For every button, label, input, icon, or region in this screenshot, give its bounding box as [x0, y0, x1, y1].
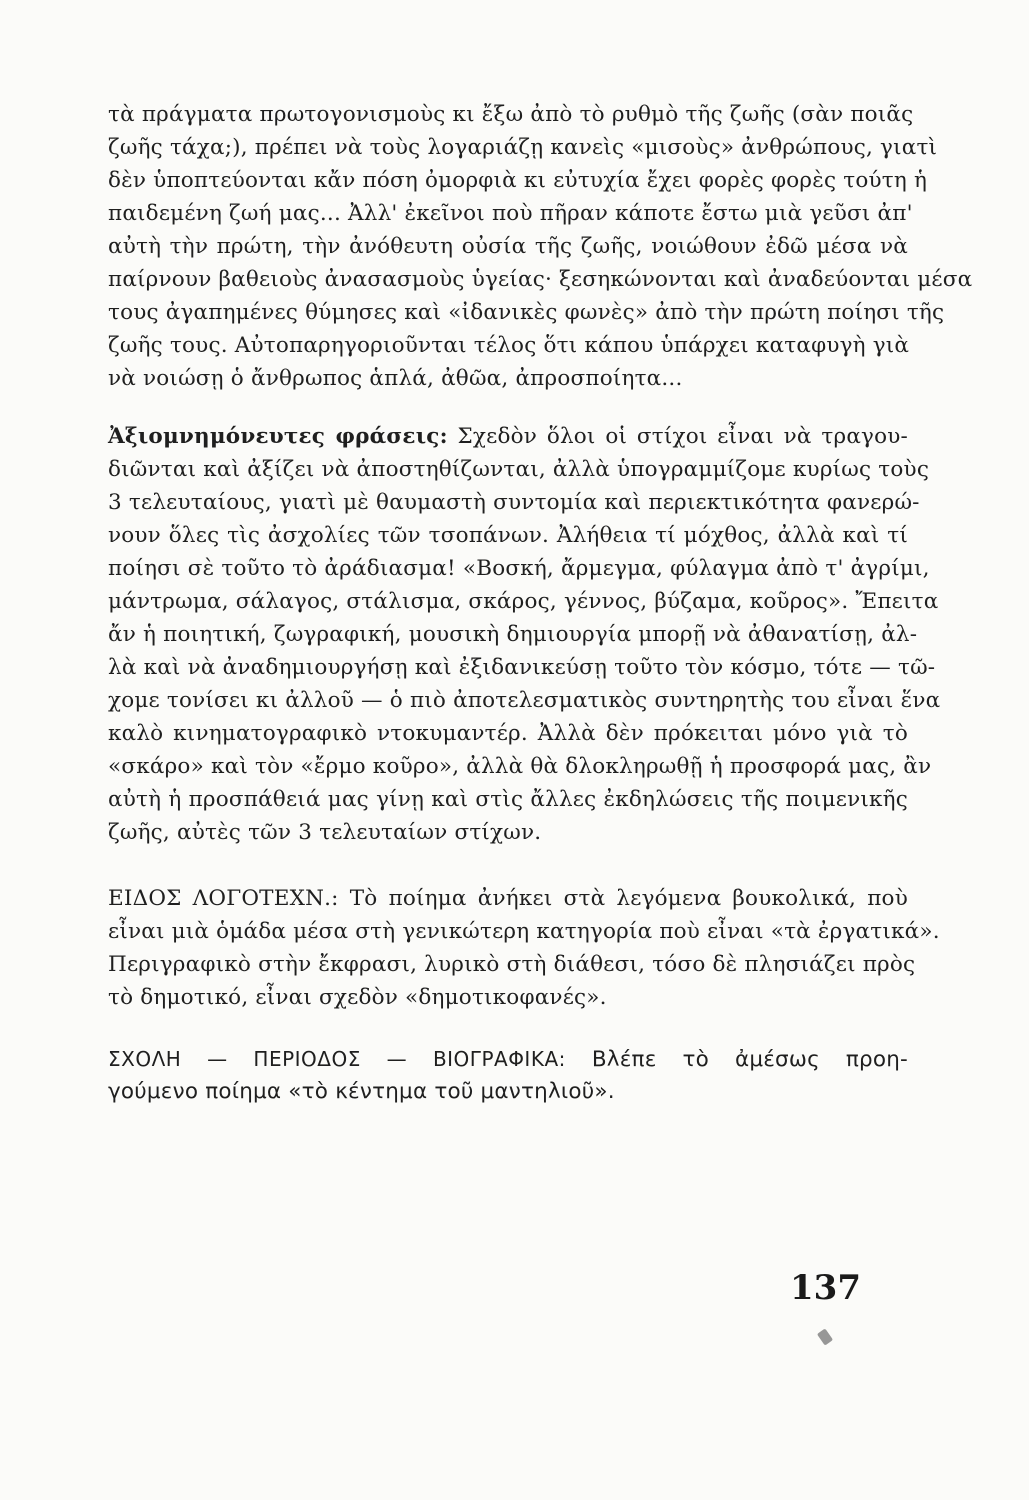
text-line: [108, 884, 908, 914]
text-line: παίρνουν βαθειοὺς ἀνασασμοὺς ὑγείας· ξεσηκώνονται καὶ ἀναδεύονται μέσα: [108, 267, 973, 292]
text-line: αὐτὴ ἡ προσπάθειά μας γίνῃ καὶ στὶς ἄλλες ἐκδηλώσεις τῆς ποιμενικῆς: [108, 787, 908, 812]
text-span: Βλέπε τὸ ἀμέσως προη-: [565, 1047, 908, 1072]
text-line: τους ἀγαπημένες θύμησες καὶ «ἰδανικὲς φωνὲς» ἀπὸ τὴν πρώτη ποίησι τῆς: [108, 300, 945, 325]
section-heading: ΣΧΟΛΗ — ΠΕΡΙΟΔΟΣ — ΒΙΟΓΡΑΦΙΚΑ:: [108, 1047, 566, 1071]
text-line: μάντρωμα, σάλαγος, στάλισμα, σκάρος, γέννος, βύζαμα, κοῦρος». Ἔπειτα: [108, 589, 939, 614]
text-line: ποίησι σὲ τοῦτο τὸ ἀράδιασμα! «Βοσκή, ἄρμεγμα, φύλαγμα ἀπὸ τ' ἀγρίμι,: [108, 556, 930, 581]
section-heading: ΕΙΔΟΣ ΛΟΓΟΤΕΧΝ.:: [108, 886, 339, 911]
text-line: 3 τελευταίους, γιατὶ μὲ θαυμαστὴ συντομία καὶ περιεκτικότητα φανερώ-: [108, 490, 920, 515]
text-line: Περιγραφικὸ στὴν ἔκφρασι, λυρικὸ στὴ διάθεσι, τόσο δὲ πλησιάζει πρὸς: [108, 952, 916, 977]
ink-mark: [817, 1328, 833, 1345]
text-line: τὰ πράγματα πρωτογονισμοὺς κι ἔξω ἀπὸ τὸ ρυθμὸ τῆς ζωῆς (σὰν ποιᾶς: [108, 102, 914, 127]
text-line: τὸ δημοτικό, εἶναι σχεδὸν «δημοτικοφανές».: [108, 985, 607, 1010]
text-line: λὰ καὶ νὰ ἀναδημιουργήσῃ καὶ ἐξιδανικεύσῃ τοῦτο τὸν κόσμο, τότε — τῶ-: [108, 655, 936, 680]
text-line: διῶνται καὶ ἀξίζει νὰ ἀποστηθίζωνται, ἀλλὰ ὑπογραμμίζομε κυρίως τοὺς: [108, 457, 930, 482]
text-line: [108, 1044, 908, 1074]
text-line: εἶναι μιὰ ὁμάδα μέσα στὴ γενικώτερη κατηγορία ποὺ εἶναι «τὰ ἐργατικά».: [108, 919, 940, 944]
text-line: ζωῆς τάχα;), πρέπει νὰ τοὺς λογαριάζῃ κανεὶς «μισοὺς» ἀνθρώπους, γιατὶ: [108, 135, 938, 160]
text-line: ζωῆς τους. Αὐτοπαρηγοριοῦνται τέλος ὅτι κάπου ὑπάρχει καταφυγὴ γιὰ: [108, 333, 910, 358]
text-line: χομε τονίσει κι ἀλλοῦ — ὁ πιὸ ἀποτελεσματικὸς συντηρητὴς του εἶναι ἕνα: [108, 688, 941, 713]
text-line: ζωῆς, αὐτὲς τῶν 3 τελευταίων στίχων.: [108, 820, 542, 845]
text-line: [108, 422, 908, 452]
text-line: νουν ὅλες τὶς ἀσχολίες τῶν τσοπάνων. Ἀλήθεια τί μόχθος, ἀλλὰ καὶ τί: [108, 523, 908, 548]
text-span: Τὸ ποίημα ἀνήκει στὰ λεγόμενα βουκολικά, ποὺ: [338, 886, 908, 911]
text-line: δὲν ὑποπτεύονται κἄν πόση ὀμορφιὰ κι εὐτυχία ἔχει φορὲς φορὲς τούτη ἡ: [108, 168, 928, 193]
text-line: ἄν ἡ ποιητική, ζωγραφική, μουσικὴ δημιουργία μπορῇ νὰ ἀθανατίσῃ, ἀλ-: [108, 622, 918, 647]
text-line: γούμενο ποίημα «τὸ κέντημα τοῦ μαντηλιοῦ».: [108, 1079, 615, 1104]
text-line: «σκάρο» καὶ τὸν «ἔρμο κοῦρο», ἀλλὰ θὰ δλοκληρωθῇ ἡ προσφορά μας, ἂν: [108, 754, 932, 779]
page-number: 137: [790, 1268, 861, 1308]
section-heading: Ἀξιομνημόνευτες φράσεις:: [108, 424, 448, 449]
text-line: παιδεμένη ζωή μας... Ἀλλ' ἐκεῖνοι ποὺ πῆραν κάποτε ἔστω μιὰ γεῦσι ἀπ': [108, 201, 913, 226]
text-line: καλὸ κινηματογραφικὸ ντοκυμαντέρ. Ἀλλὰ δὲν πρόκειται μόνο γιὰ τὸ: [108, 721, 908, 746]
text-line: νὰ νοιώσῃ ὁ ἄνθρωπος ἁπλά, ἀθῶα, ἀπροσποίητα...: [108, 366, 683, 391]
text-line: αὐτὴ τὴν πρώτη, τὴν ἀνόθευτη οὐσία τῆς ζωῆς, νοιώθουν ἐδῶ μέσα νὰ: [108, 234, 908, 259]
text-span: Σχεδὸν ὅλοι οἱ στίχοι εἶναι νὰ τραγου-: [447, 424, 908, 449]
